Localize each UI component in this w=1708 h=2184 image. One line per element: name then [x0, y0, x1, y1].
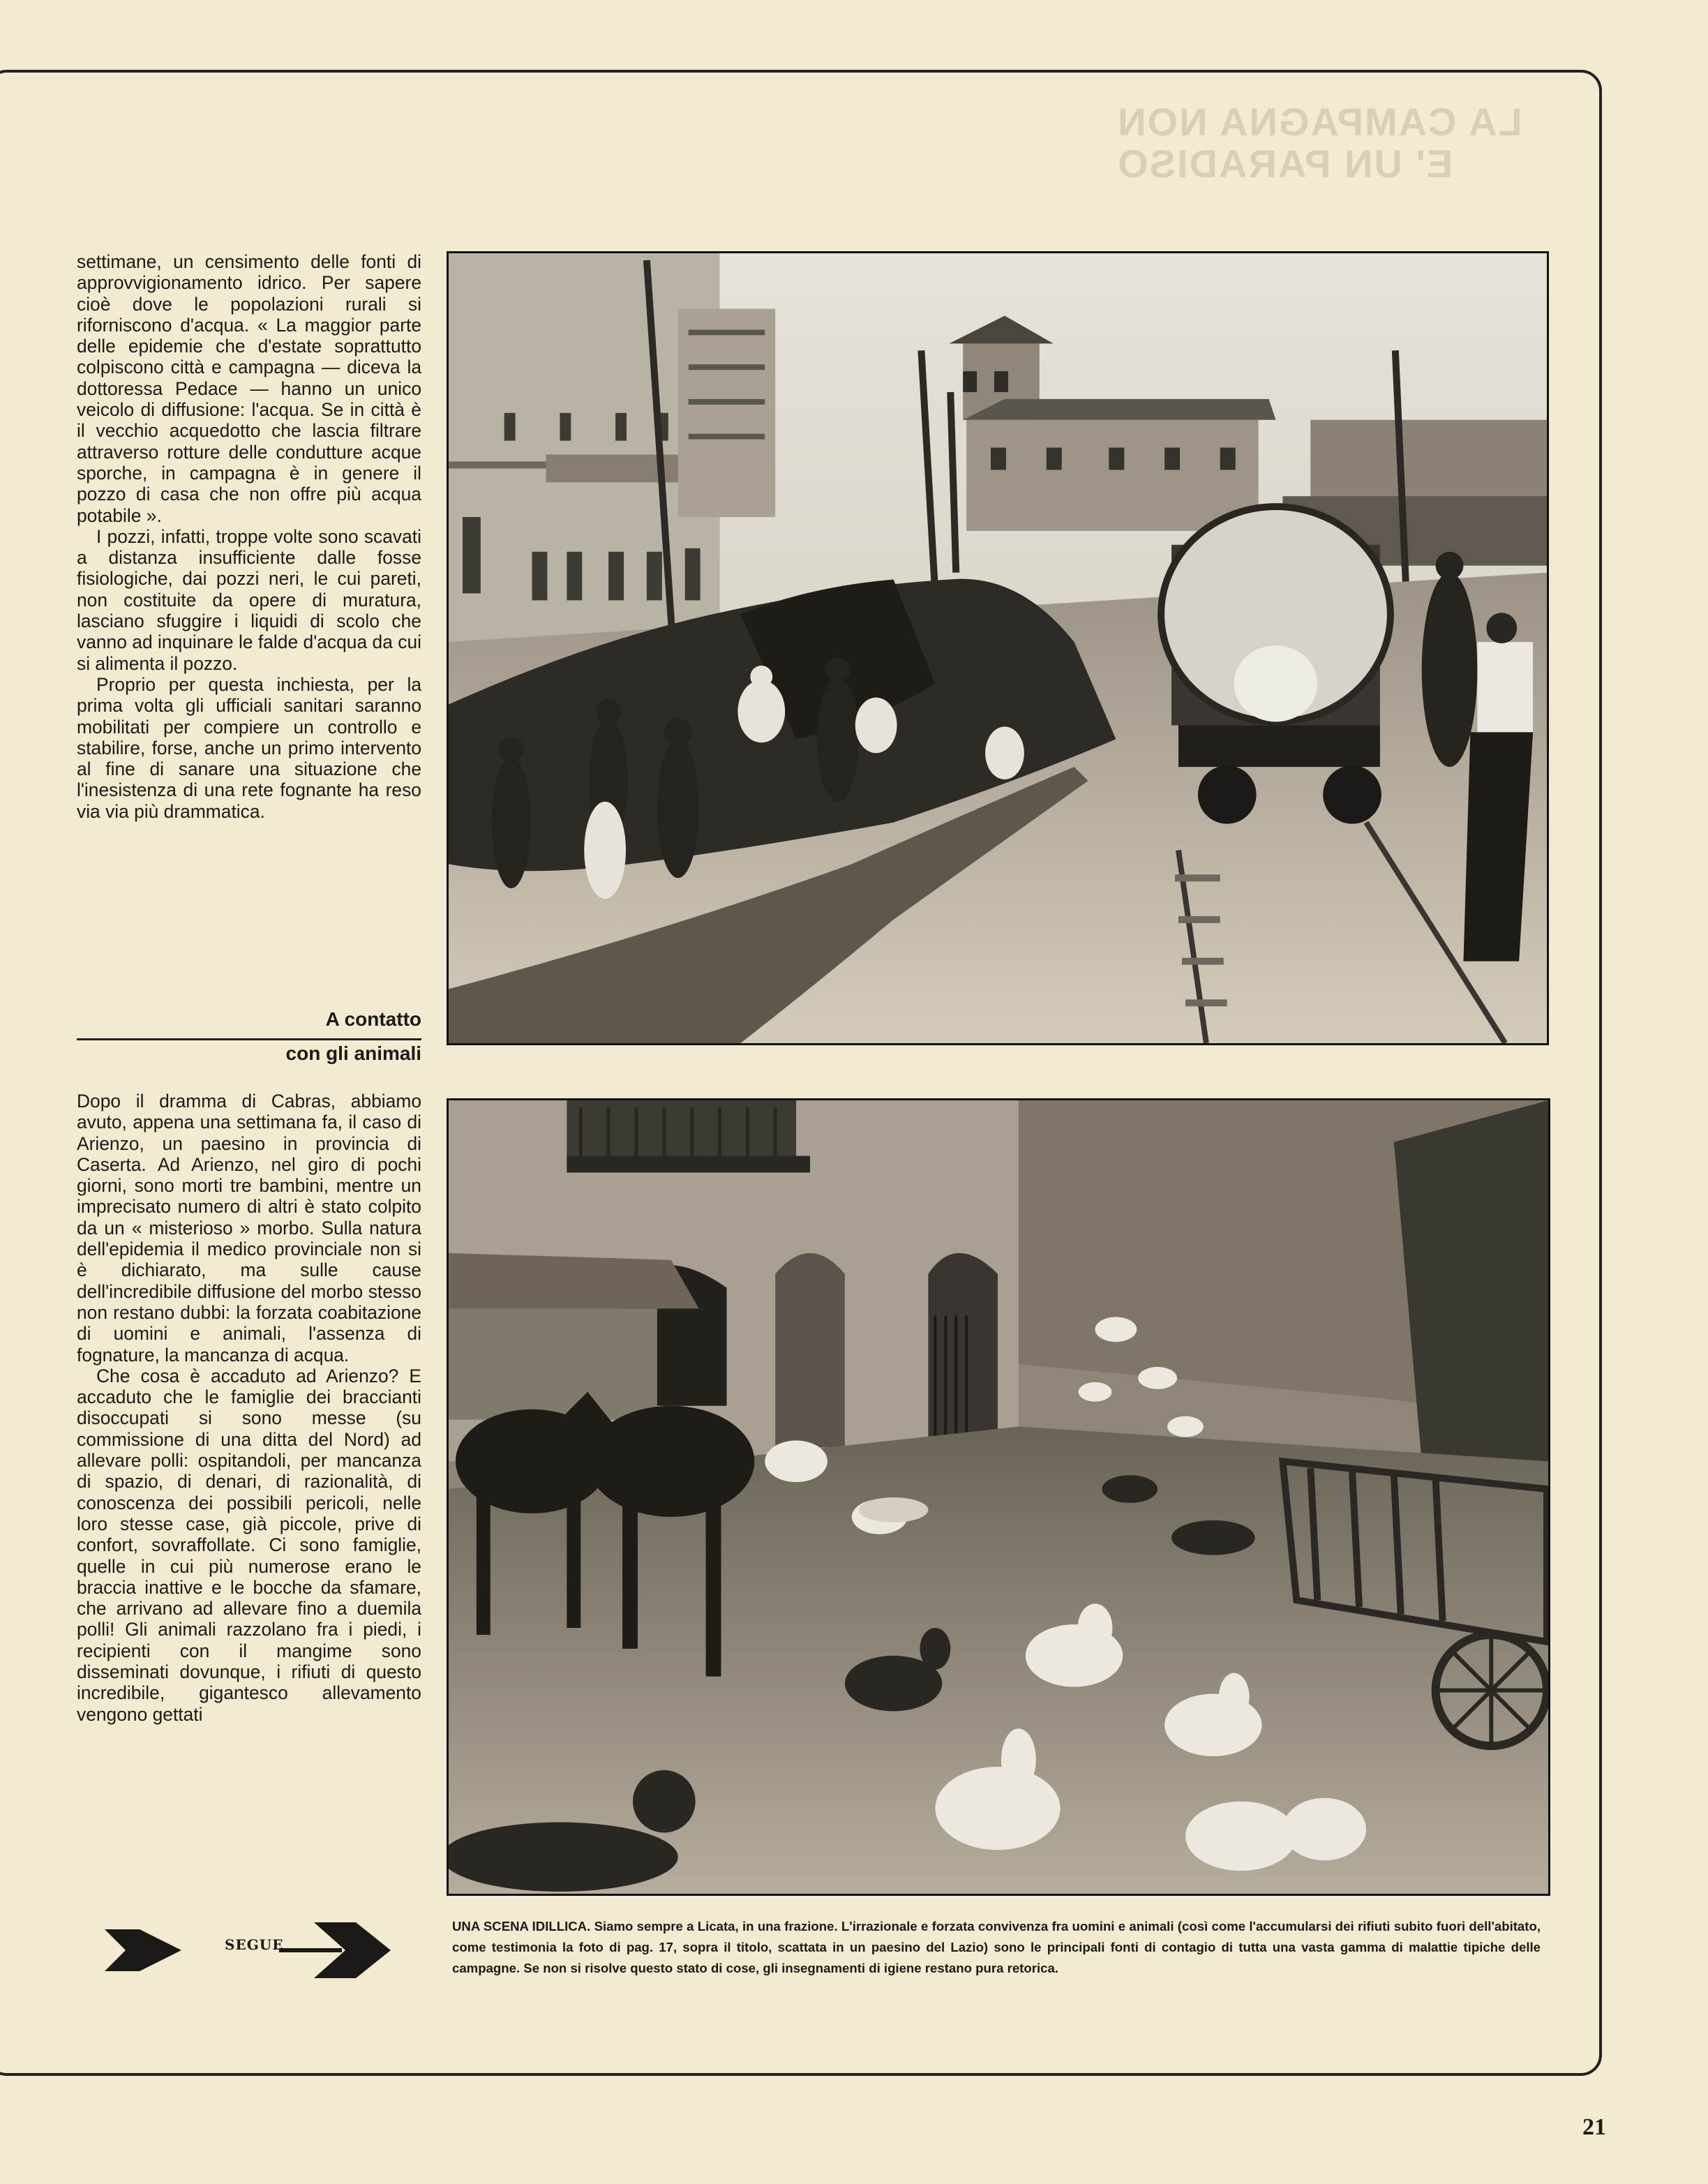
section-subheading [77, 1007, 421, 1077]
page-number: 21 [1582, 2114, 1606, 2140]
article-column-top [77, 251, 421, 822]
paragraph: Dopo il dramma di Cabras, abbiamo avuto, appena una settimana fa, il caso di Arienzo, un paesino in provincia di Caserta. Ad Arienzo, nel giro di pochi giorni, sono morti tre bambini, mentre un imprecisato numero di altri è stato colpito da un « misterioso » morbo. Sulla natura dell'epidemia il medico provinciale non si è dichiarato, ma sulle cause dell'incredibile diffusione del morbo stesso non restano dubbi: la forzata coabitazione di uomini e animali, l'assenza di fognature, la mancanza di acqua. [77, 1091, 421, 1366]
paragraph: Proprio per questa inchiesta, per la prima volta gli ufficiali sanitari saranno mobilitati per compiere un controllo e stabilire, forse, anche un primo intervento al fine di sanare una situazione che l'inesistenza di una rete fognante ha reso via via più drammatica. [77, 673, 421, 822]
left-arrow-icon [105, 1929, 181, 1971]
photo-caption [452, 1916, 1541, 1979]
caption-text: Siamo sempre a Licata, in una frazione. L'irrazionale e forzata convivenza fra uomini e animali (così come l'accumularsi dei rifiuti subito fuori dell'abitato, come testimonia la foto di pag. 17, sopra il titolo, scattata in un paesino del Lazio) sono le principali fonti di contagio di tutta una vasta gamma di malattie tipiche delle campagne. Se non si risolve questo stato di cose, gli insegnamenti di igiene restano pura retorica. [452, 1919, 1541, 1975]
photo-village-goats-donkeys [447, 1098, 1550, 1896]
paragraph: I pozzi, infatti, troppe volte sono scavati a distanza insufficiente dalle fosse fisiologiche, dai pozzi neri, le cui pareti, non costituite da opere di muratura, lasciano sfuggire i liquidi di scolo che vanno ad inquinare le falde d'acqua da cui si alimenta il pozzo. [77, 525, 421, 674]
subheading-rule [77, 1038, 421, 1040]
paragraph: settimane, un censimento delle fonti di approvvigionamento idrico. Per sapere cioè dove le popolazioni rurali si riforniscono d'acqua. « La maggior parte delle epidemie che d'estate soprattutto colpiscono città e campagna — diceva la dottoressa Pedace — hanno un unico veicolo di diffusione: l'acqua. Se in città è il vecchio acquedotto che lascia filtrare attraverso rotture delle condutture acque sporche, in campagna è in genere il pozzo di casa che non offre più acqua potabile ». [77, 251, 421, 526]
continues-indicator [105, 1922, 398, 1978]
segue-label: SEGUE [225, 1936, 284, 1953]
subheading-line-2: con gli animali [285, 1042, 421, 1064]
paragraph: Che cosa è accaduto ad Arienzo? E accaduto che le famiglie dei braccianti disoccupati si sono messe (su commissione di una ditta del Nord) ad allevare polli: ospitandoli, per mancanza di spazio, di denari, di razionalità, di conoscenza dei possibili pericoli, nelle loro stesse case, già piccole, prive di confort, sovraffollate. Ci sono famiglie, quelle in cui più numerose erano le braccia inattive e le bocche da sfamare, che arrivano ad allevare fino a duemila polli! Gli animali razzolano fra i piedi, i recipienti con il mangime sono disseminati dovunque, i rifiuti di questo incredibile, gigantesco allevamento vengono gettati [77, 1365, 421, 1725]
article-column-bottom [77, 1091, 421, 1725]
photo-water-tanker-crowd [447, 251, 1549, 1045]
subheading-line-1: A contatto [325, 1008, 421, 1030]
show-through-title: LA CAMPAGNA NON E' UN PARADISO [1116, 100, 1522, 186]
caption-lead: UNA SCENA IDILLICA. [452, 1919, 591, 1934]
